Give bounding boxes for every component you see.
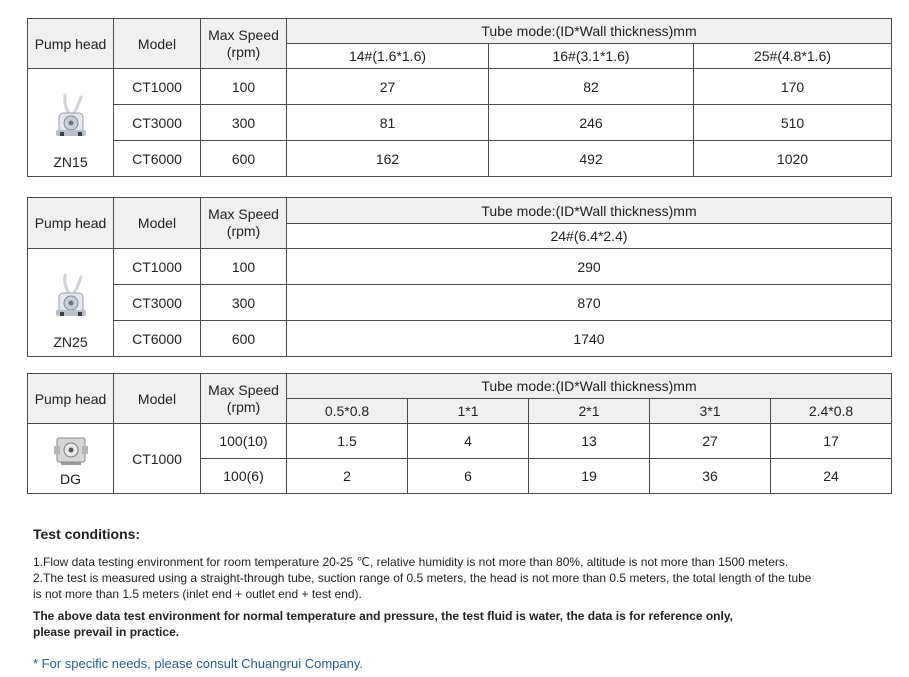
flow-value: 19	[529, 459, 650, 494]
flow-value: 17	[771, 424, 892, 459]
flow-value: 13	[529, 424, 650, 459]
header-max-speed	[201, 198, 287, 249]
table-row	[28, 285, 892, 321]
table-row	[28, 141, 892, 177]
flow-value: 1740	[287, 321, 892, 357]
model-cell: CT3000	[114, 285, 201, 321]
speed-cell: 100(10)	[201, 424, 287, 459]
tube-size: 25#(4.8*1.6)	[694, 44, 892, 69]
condition-line: 1.Flow data testing environment for room temperature 20-25 ℃, relative humidity is not more than 80%, altitude is not more than 1500 meters.	[33, 555, 789, 569]
model-cell: CT1000	[114, 424, 201, 494]
header-model: Model	[114, 19, 201, 69]
table-row	[28, 249, 892, 285]
flow-value: 162	[287, 141, 489, 177]
pump-head-name: ZN15	[53, 154, 88, 170]
header-rpm-unit: (rpm)	[226, 223, 261, 239]
peristaltic-pump-head-clear-icon	[51, 273, 91, 319]
condition-line: 2.The test is measured using a straight-through tube, suction range of 0.5 meters, the head is not more than 0.5 meters, the total length of the tube	[33, 571, 812, 585]
speed-cell: 300	[201, 105, 287, 141]
tube-size: 2.4*0.8	[771, 399, 892, 424]
flow-value: 1.5	[287, 424, 408, 459]
flow-value: 246	[489, 105, 694, 141]
header-max-speed-label: Max Speed	[208, 381, 279, 398]
header-max-speed	[201, 19, 287, 69]
flow-value: 82	[489, 69, 694, 105]
pump-head-name: ZN25	[53, 334, 88, 350]
flow-table-zn15	[27, 18, 892, 177]
tube-size: 14#(1.6*1.6)	[287, 44, 489, 69]
header-tube-mode: Tube mode:(ID*Wall thickness)mm	[287, 19, 892, 44]
model-cell: CT1000	[114, 69, 201, 105]
header-model: Model	[114, 198, 201, 249]
header-rpm-unit: (rpm)	[226, 398, 261, 415]
header-max-speed-label: Max Speed	[208, 206, 279, 222]
tube-size: 0.5*0.8	[287, 399, 408, 424]
flow-value: 170	[694, 69, 892, 105]
header-tube-mode: Tube mode:(ID*Wall thickness)mm	[287, 374, 892, 399]
flow-value: 27	[650, 424, 771, 459]
flow-value: 4	[408, 424, 529, 459]
model-cell: CT6000	[114, 141, 201, 177]
flow-value: 492	[489, 141, 694, 177]
model-cell: CT3000	[114, 105, 201, 141]
flow-value: 81	[287, 105, 489, 141]
flow-table-zn25	[27, 197, 892, 357]
condition-line: is not more than 1.5 meters (inlet end + outlet end + test end).	[33, 587, 362, 601]
tube-size: 2*1	[529, 399, 650, 424]
model-cell: CT6000	[114, 321, 201, 357]
pump-head-cell	[28, 424, 114, 494]
flow-value: 510	[694, 105, 892, 141]
speed-cell: 100	[201, 69, 287, 105]
table-row	[28, 105, 892, 141]
pump-head-name: DG	[60, 471, 81, 487]
header-tube-mode: Tube mode:(ID*Wall thickness)mm	[287, 198, 892, 224]
table-row	[28, 69, 892, 105]
header-rpm-unit: (rpm)	[226, 43, 261, 60]
pump-head-cell	[28, 69, 114, 177]
tube-size: 1*1	[408, 399, 529, 424]
flow-value: 2	[287, 459, 408, 494]
model-cell: CT1000	[114, 249, 201, 285]
disclaimer-line: please prevail in practice.	[33, 625, 180, 639]
table-row	[28, 424, 892, 459]
speed-cell: 100(6)	[201, 459, 287, 494]
disclaimer-line: The above data test environment for normal temperature and pressure, the test fluid is water, the data is for reference only,	[33, 609, 733, 623]
header-max-speed	[201, 374, 287, 424]
table-row	[28, 321, 892, 357]
contact-footnote: * For specific needs, please consult Chuangrui Company.	[33, 656, 363, 671]
flow-value: 27	[287, 69, 489, 105]
test-conditions-title: Test conditions:	[33, 526, 141, 542]
speed-cell: 600	[201, 321, 287, 357]
header-pump-head: Pump head	[28, 19, 114, 69]
pump-head-cell	[28, 249, 114, 357]
speed-cell: 300	[201, 285, 287, 321]
flow-value: 36	[650, 459, 771, 494]
header-model: Model	[114, 374, 201, 424]
flow-value: 1020	[694, 141, 892, 177]
flow-value: 6	[408, 459, 529, 494]
header-pump-head: Pump head	[28, 198, 114, 249]
tube-size: 16#(3.1*1.6)	[489, 44, 694, 69]
speed-cell: 100	[201, 249, 287, 285]
flow-table-dg	[27, 373, 892, 494]
peristaltic-pump-head-clear-icon	[51, 93, 91, 139]
flow-value: 24	[771, 459, 892, 494]
header-max-speed-label: Max Speed	[208, 26, 279, 43]
flow-value: 290	[287, 249, 892, 285]
test-conditions	[33, 526, 883, 671]
header-pump-head: Pump head	[28, 374, 114, 424]
flow-value: 870	[287, 285, 892, 321]
speed-cell: 600	[201, 141, 287, 177]
peristaltic-pump-head-grey-icon	[51, 434, 91, 468]
tube-size: 3*1	[650, 399, 771, 424]
tube-size: 24#(6.4*2.4)	[287, 224, 892, 249]
